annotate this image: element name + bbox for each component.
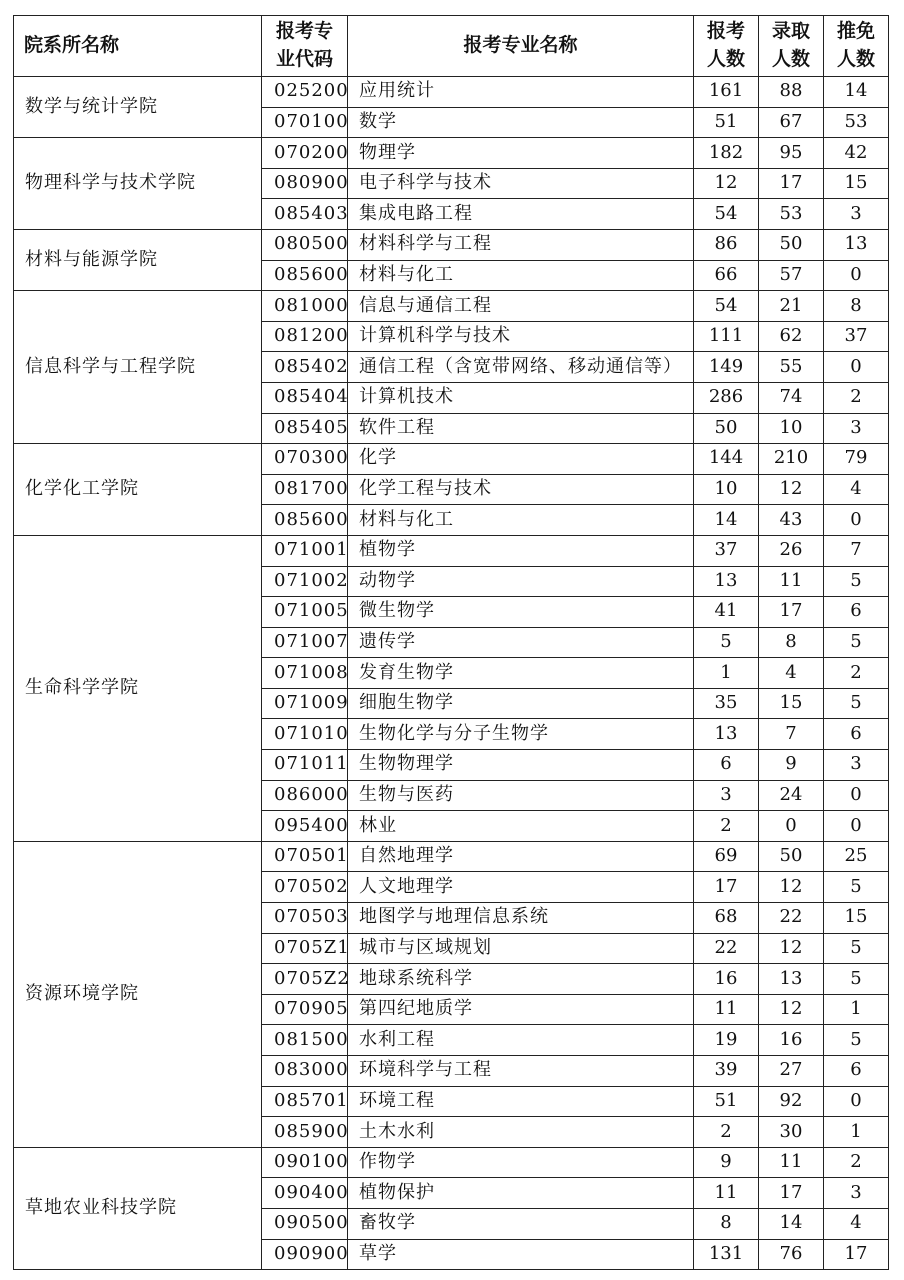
exempt-count: 15 xyxy=(824,168,889,199)
exempt-count: 14 xyxy=(824,77,889,108)
applicants-count: 1 xyxy=(694,658,759,689)
admitted-count: 50 xyxy=(759,841,824,872)
admitted-count: 13 xyxy=(759,964,824,995)
major-name: 电子科学与技术 xyxy=(348,168,694,199)
major-name: 林业 xyxy=(348,811,694,842)
exempt-count: 17 xyxy=(824,1239,889,1270)
department-name: 材料与能源学院 xyxy=(14,229,262,290)
major-code: 085403 xyxy=(262,199,348,230)
admitted-count: 26 xyxy=(759,535,824,566)
exempt-count: 8 xyxy=(824,291,889,322)
applicants-count: 17 xyxy=(694,872,759,903)
exempt-count: 1 xyxy=(824,1117,889,1148)
major-code: 080900 xyxy=(262,168,348,199)
exempt-count: 25 xyxy=(824,841,889,872)
admitted-count: 210 xyxy=(759,444,824,475)
table-row xyxy=(14,291,889,322)
major-code: 095400 xyxy=(262,811,348,842)
admitted-count: 53 xyxy=(759,199,824,230)
applicants-count: 16 xyxy=(694,964,759,995)
exempt-count: 5 xyxy=(824,688,889,719)
major-code: 071005 xyxy=(262,597,348,628)
major-name: 计算机技术 xyxy=(348,382,694,413)
major-name: 畜牧学 xyxy=(348,1208,694,1239)
exempt-count: 0 xyxy=(824,780,889,811)
applicants-count: 5 xyxy=(694,627,759,658)
major-code: 071010 xyxy=(262,719,348,750)
admitted-count: 50 xyxy=(759,229,824,260)
admitted-count: 57 xyxy=(759,260,824,291)
major-name: 环境工程 xyxy=(348,1086,694,1117)
major-code: 086000 xyxy=(262,780,348,811)
major-code: 071001 xyxy=(262,535,348,566)
header-dept: 院系所名称 xyxy=(14,16,262,77)
admitted-count: 12 xyxy=(759,474,824,505)
admitted-count: 17 xyxy=(759,1178,824,1209)
exempt-count: 6 xyxy=(824,597,889,628)
exempt-count: 3 xyxy=(824,199,889,230)
major-name: 微生物学 xyxy=(348,597,694,628)
admitted-count: 43 xyxy=(759,505,824,536)
exempt-count: 5 xyxy=(824,872,889,903)
major-code: 090500 xyxy=(262,1208,348,1239)
major-code: 090900 xyxy=(262,1239,348,1270)
exempt-count: 79 xyxy=(824,444,889,475)
department-name: 资源环境学院 xyxy=(14,841,262,1147)
major-code: 071008 xyxy=(262,658,348,689)
applicants-count: 149 xyxy=(694,352,759,383)
admitted-count: 0 xyxy=(759,811,824,842)
exempt-count: 3 xyxy=(824,413,889,444)
admitted-count: 88 xyxy=(759,77,824,108)
major-name: 细胞生物学 xyxy=(348,688,694,719)
admitted-count: 17 xyxy=(759,168,824,199)
major-code: 071007 xyxy=(262,627,348,658)
department-name: 数学与统计学院 xyxy=(14,77,262,138)
header-exempt-text: 推免人数 xyxy=(836,20,875,70)
applicants-count: 69 xyxy=(694,841,759,872)
major-name: 作物学 xyxy=(348,1147,694,1178)
exempt-count: 1 xyxy=(824,994,889,1025)
applicants-count: 8 xyxy=(694,1208,759,1239)
exempt-count: 53 xyxy=(824,107,889,138)
major-code: 085600 xyxy=(262,505,348,536)
admitted-count: 67 xyxy=(759,107,824,138)
major-name: 土木水利 xyxy=(348,1117,694,1148)
admitted-count: 22 xyxy=(759,903,824,934)
major-name: 植物学 xyxy=(348,535,694,566)
major-code: 070502 xyxy=(262,872,348,903)
applicants-count: 39 xyxy=(694,1056,759,1087)
exempt-count: 4 xyxy=(824,1208,889,1239)
applicants-count: 35 xyxy=(694,688,759,719)
exempt-count: 5 xyxy=(824,566,889,597)
exempt-count: 5 xyxy=(824,933,889,964)
admitted-count: 9 xyxy=(759,750,824,781)
major-code: 070200 xyxy=(262,138,348,169)
department-name: 生命科学学院 xyxy=(14,535,262,841)
exempt-count: 4 xyxy=(824,474,889,505)
exempt-count: 5 xyxy=(824,964,889,995)
admitted-count: 24 xyxy=(759,780,824,811)
major-name: 环境科学与工程 xyxy=(348,1056,694,1087)
major-name: 集成电路工程 xyxy=(348,199,694,230)
applicants-count: 10 xyxy=(694,474,759,505)
admitted-count: 14 xyxy=(759,1208,824,1239)
exempt-count: 3 xyxy=(824,1178,889,1209)
exempt-count: 0 xyxy=(824,260,889,291)
exempt-count: 6 xyxy=(824,719,889,750)
table-row xyxy=(14,229,889,260)
header-code-text: 报考专业代码 xyxy=(275,20,333,70)
exempt-count: 15 xyxy=(824,903,889,934)
major-code: 085402 xyxy=(262,352,348,383)
major-code: 083000 xyxy=(262,1056,348,1087)
applicants-count: 41 xyxy=(694,597,759,628)
applicants-count: 11 xyxy=(694,994,759,1025)
table-row xyxy=(14,444,889,475)
admitted-count: 12 xyxy=(759,994,824,1025)
header-exempt xyxy=(824,16,889,77)
major-code: 070501 xyxy=(262,841,348,872)
applicants-count: 51 xyxy=(694,1086,759,1117)
major-name: 地球系统科学 xyxy=(348,964,694,995)
major-code: 090400 xyxy=(262,1178,348,1209)
major-name: 软件工程 xyxy=(348,413,694,444)
applicants-count: 54 xyxy=(694,291,759,322)
applicants-count: 6 xyxy=(694,750,759,781)
major-name: 材料与化工 xyxy=(348,260,694,291)
admitted-count: 62 xyxy=(759,321,824,352)
major-code: 085405 xyxy=(262,413,348,444)
major-name: 自然地理学 xyxy=(348,841,694,872)
major-code: 080500 xyxy=(262,229,348,260)
major-code: 085404 xyxy=(262,382,348,413)
exempt-count: 2 xyxy=(824,382,889,413)
header-admitted xyxy=(759,16,824,77)
major-code: 085900 xyxy=(262,1117,348,1148)
applicants-count: 2 xyxy=(694,811,759,842)
table-row xyxy=(14,535,889,566)
applicants-count: 86 xyxy=(694,229,759,260)
major-name: 水利工程 xyxy=(348,1025,694,1056)
admitted-count: 21 xyxy=(759,291,824,322)
admitted-count: 4 xyxy=(759,658,824,689)
major-name: 第四纪地质学 xyxy=(348,994,694,1025)
major-name: 数学 xyxy=(348,107,694,138)
major-code: 0705Z1 xyxy=(262,933,348,964)
exempt-count: 0 xyxy=(824,505,889,536)
applicants-count: 12 xyxy=(694,168,759,199)
major-name: 物理学 xyxy=(348,138,694,169)
applicants-count: 14 xyxy=(694,505,759,536)
major-code: 081700 xyxy=(262,474,348,505)
applicants-count: 2 xyxy=(694,1117,759,1148)
table-row xyxy=(14,1147,889,1178)
applicants-count: 13 xyxy=(694,566,759,597)
header-major: 报考专业名称 xyxy=(348,16,694,77)
department-name: 信息科学与工程学院 xyxy=(14,291,262,444)
major-code: 071009 xyxy=(262,688,348,719)
exempt-count: 5 xyxy=(824,1025,889,1056)
applicants-count: 19 xyxy=(694,1025,759,1056)
department-name: 草地农业科技学院 xyxy=(14,1147,262,1269)
header-admitted-text: 录取人数 xyxy=(771,20,810,70)
major-code: 071011 xyxy=(262,750,348,781)
department-name: 物理科学与技术学院 xyxy=(14,138,262,230)
major-code: 085600 xyxy=(262,260,348,291)
exempt-count: 5 xyxy=(824,627,889,658)
major-code: 090100 xyxy=(262,1147,348,1178)
major-code: 070300 xyxy=(262,444,348,475)
table-row xyxy=(14,841,889,872)
major-name: 动物学 xyxy=(348,566,694,597)
applicants-count: 51 xyxy=(694,107,759,138)
exempt-count: 7 xyxy=(824,535,889,566)
major-name: 遗传学 xyxy=(348,627,694,658)
exempt-count: 13 xyxy=(824,229,889,260)
admitted-count: 30 xyxy=(759,1117,824,1148)
major-code: 0705Z2 xyxy=(262,964,348,995)
header-applicants-text: 报考人数 xyxy=(706,20,745,70)
header-row xyxy=(14,16,889,77)
admitted-count: 55 xyxy=(759,352,824,383)
major-name: 人文地理学 xyxy=(348,872,694,903)
admitted-count: 95 xyxy=(759,138,824,169)
admitted-count: 12 xyxy=(759,933,824,964)
admitted-count: 10 xyxy=(759,413,824,444)
table-row xyxy=(14,138,889,169)
applicants-count: 11 xyxy=(694,1178,759,1209)
major-code: 081000 xyxy=(262,291,348,322)
applicants-count: 50 xyxy=(694,413,759,444)
major-code: 085701 xyxy=(262,1086,348,1117)
major-code: 070905 xyxy=(262,994,348,1025)
applicants-count: 68 xyxy=(694,903,759,934)
major-name: 材料与化工 xyxy=(348,505,694,536)
applicants-count: 182 xyxy=(694,138,759,169)
major-name: 材料科学与工程 xyxy=(348,229,694,260)
major-name: 计算机科学与技术 xyxy=(348,321,694,352)
applicants-count: 54 xyxy=(694,199,759,230)
major-name: 草学 xyxy=(348,1239,694,1270)
major-name: 生物与医药 xyxy=(348,780,694,811)
admitted-count: 15 xyxy=(759,688,824,719)
exempt-count: 2 xyxy=(824,658,889,689)
applicants-count: 161 xyxy=(694,77,759,108)
exempt-count: 37 xyxy=(824,321,889,352)
table-row xyxy=(14,77,889,108)
major-code: 081200 xyxy=(262,321,348,352)
major-code: 070100 xyxy=(262,107,348,138)
major-code: 081500 xyxy=(262,1025,348,1056)
admitted-count: 27 xyxy=(759,1056,824,1087)
admissions-table xyxy=(13,15,889,1270)
major-name: 信息与通信工程 xyxy=(348,291,694,322)
department-name: 化学化工学院 xyxy=(14,444,262,536)
admitted-count: 16 xyxy=(759,1025,824,1056)
admitted-count: 7 xyxy=(759,719,824,750)
exempt-count: 0 xyxy=(824,811,889,842)
applicants-count: 144 xyxy=(694,444,759,475)
admitted-count: 92 xyxy=(759,1086,824,1117)
admitted-count: 76 xyxy=(759,1239,824,1270)
applicants-count: 9 xyxy=(694,1147,759,1178)
major-name: 化学 xyxy=(348,444,694,475)
exempt-count: 0 xyxy=(824,352,889,383)
major-name: 生物物理学 xyxy=(348,750,694,781)
major-name: 应用统计 xyxy=(348,77,694,108)
major-code: 025200 xyxy=(262,77,348,108)
major-name: 生物化学与分子生物学 xyxy=(348,719,694,750)
admitted-count: 74 xyxy=(759,382,824,413)
admitted-count: 11 xyxy=(759,566,824,597)
major-code: 071002 xyxy=(262,566,348,597)
major-name: 植物保护 xyxy=(348,1178,694,1209)
header-code xyxy=(262,16,348,77)
major-name: 发育生物学 xyxy=(348,658,694,689)
exempt-count: 42 xyxy=(824,138,889,169)
admitted-count: 8 xyxy=(759,627,824,658)
major-name: 通信工程（含宽带网络、移动通信等） xyxy=(348,352,694,383)
applicants-count: 286 xyxy=(694,382,759,413)
major-name: 化学工程与技术 xyxy=(348,474,694,505)
admitted-count: 12 xyxy=(759,872,824,903)
applicants-count: 131 xyxy=(694,1239,759,1270)
major-code: 070503 xyxy=(262,903,348,934)
major-name: 地图学与地理信息系统 xyxy=(348,903,694,934)
applicants-count: 3 xyxy=(694,780,759,811)
exempt-count: 2 xyxy=(824,1147,889,1178)
applicants-count: 37 xyxy=(694,535,759,566)
applicants-count: 22 xyxy=(694,933,759,964)
exempt-count: 3 xyxy=(824,750,889,781)
applicants-count: 111 xyxy=(694,321,759,352)
admitted-count: 17 xyxy=(759,597,824,628)
header-applicants xyxy=(694,16,759,77)
admitted-count: 11 xyxy=(759,1147,824,1178)
major-name: 城市与区域规划 xyxy=(348,933,694,964)
exempt-count: 6 xyxy=(824,1056,889,1087)
exempt-count: 0 xyxy=(824,1086,889,1117)
table-body xyxy=(14,77,889,1270)
applicants-count: 66 xyxy=(694,260,759,291)
applicants-count: 13 xyxy=(694,719,759,750)
